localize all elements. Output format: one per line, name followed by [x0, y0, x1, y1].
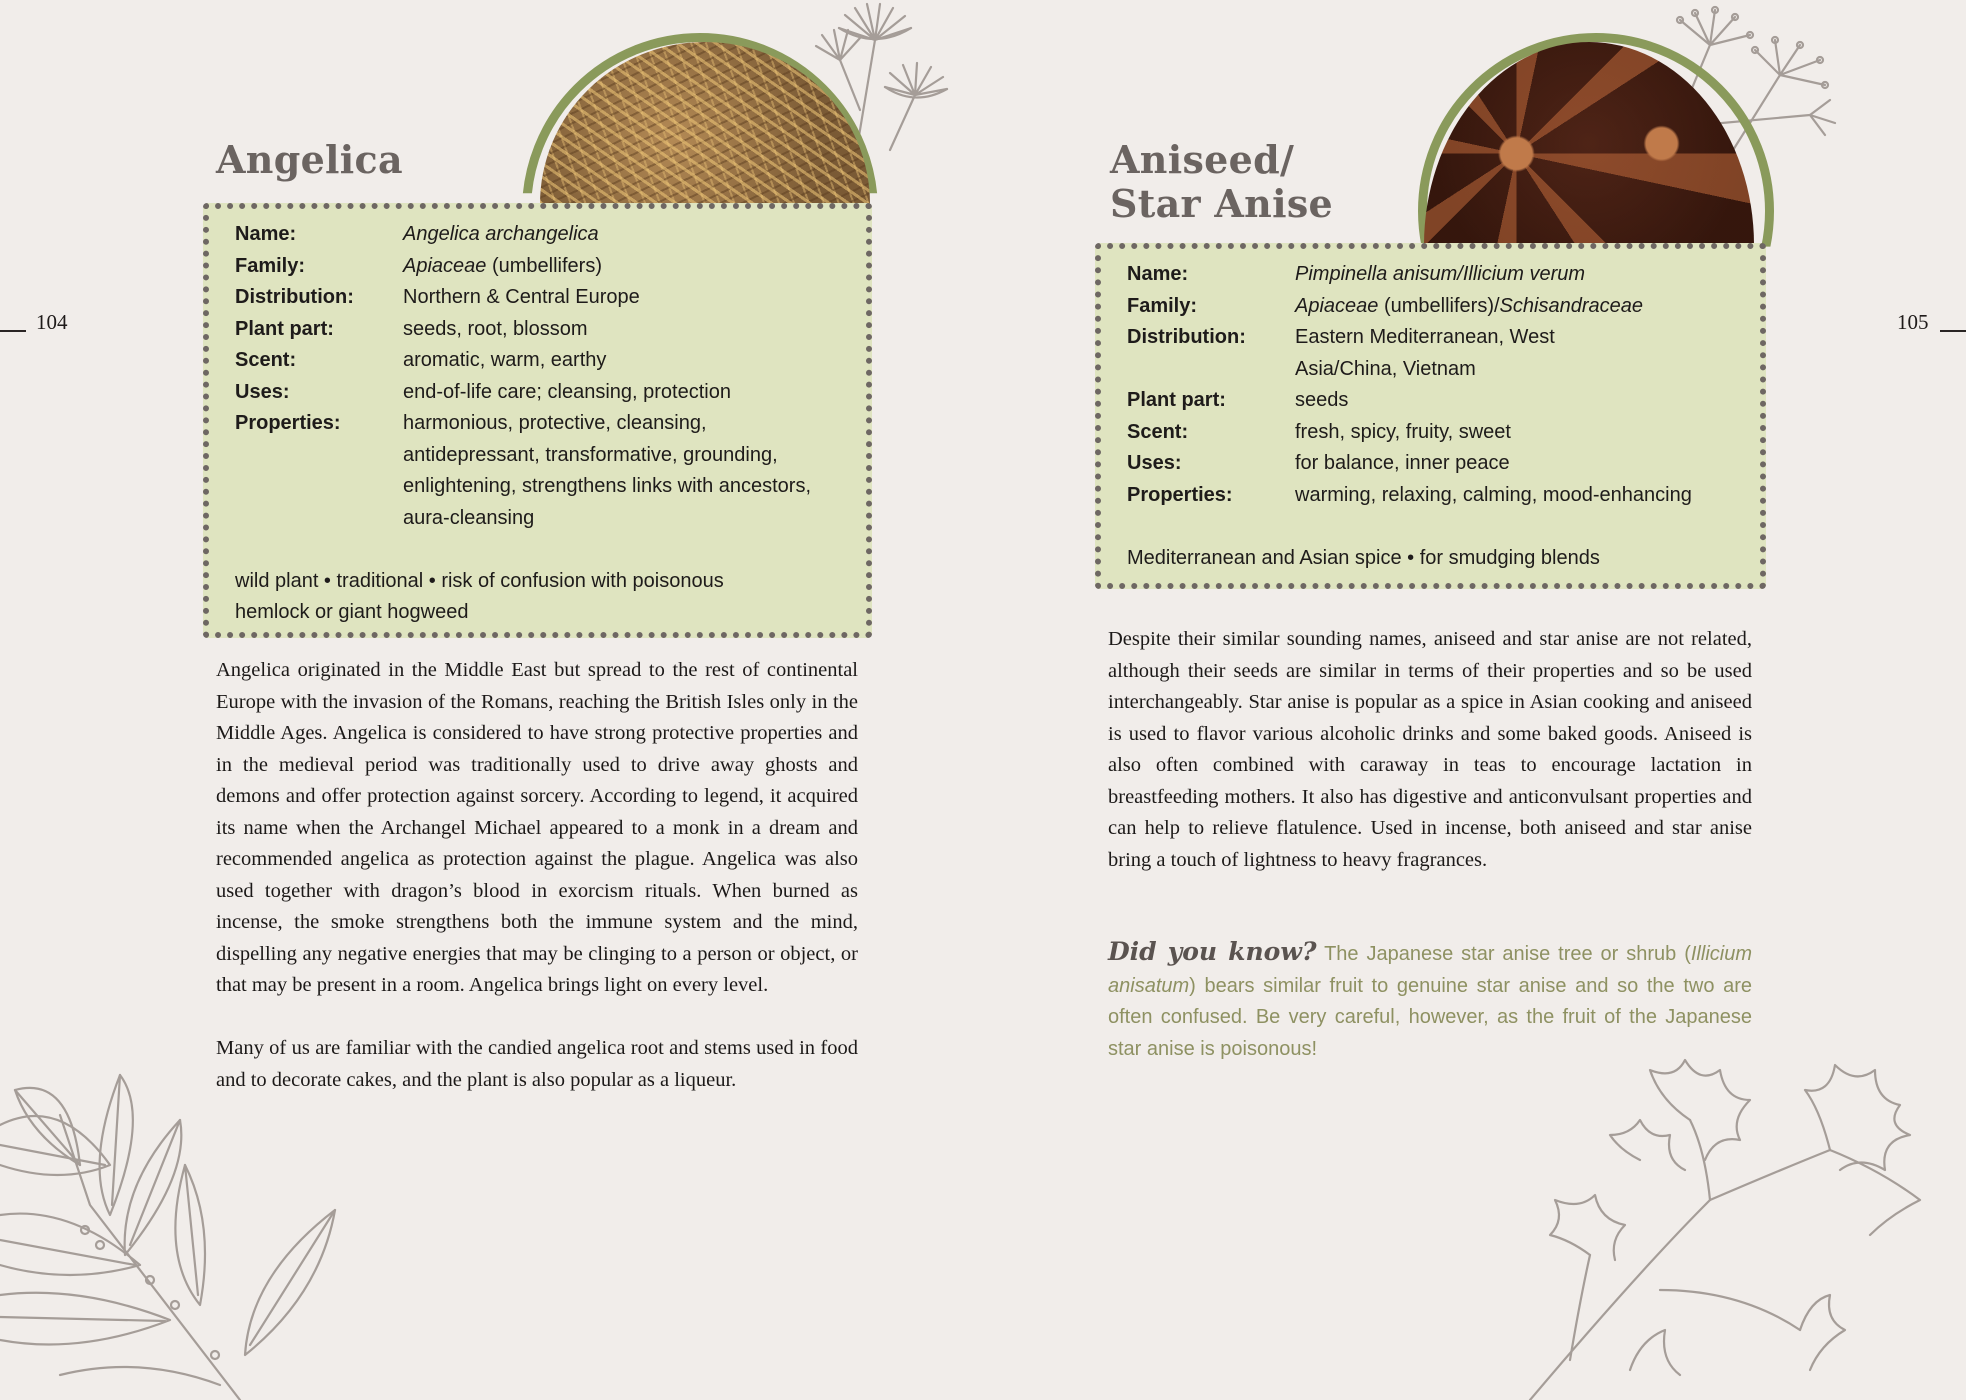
card-row-uses: Uses: end-of-life care; cleansing, protection — [235, 380, 731, 403]
card-row-distribution: Distribution: Eastern Mediterranean, West Asia/China, Vietnam — [1127, 326, 1555, 380]
article-body-aniseed — [1108, 624, 1752, 908]
paragraph: Despite their similar sounding names, aniseed and star anise are not related, although their seeds are similar in terms of their properties and so be used interchangeably. Star anise is popular as a spice in Asian cooking and aniseed is used to flavor various alcoholic drinks and some baked goods. Aniseed is also often combined with caraway in teas to encourage lactation in breastfeeding mothers. It also has digestive and anticonvulsant properties and can help to relieve flatulence. Used in incense, both aniseed and star anise bring a touch of lightness to heavy fragrances. — [1108, 628, 1752, 871]
card-footer-tags: wild plant • traditional • risk of confusion with poisonous hemlock or giant hogweed — [235, 569, 724, 623]
bay-leaf-branch-icon — [0, 1055, 360, 1400]
card-row-family: Family: Apiaceae (umbellifers)/Schisandraceae — [1127, 294, 1643, 317]
page-number-left: 104 — [36, 310, 68, 334]
card-row-uses: Uses: for balance, inner peace — [1127, 452, 1510, 474]
card-row-properties: Properties: harmonious, protective, cleansing, antidepressant, transformative, grounding, enlightening, strengthens links with ancestors, aura-cleansing — [235, 412, 812, 529]
did-you-know-callout: Did you know? The Japanese star anise tree or shrub (Illicium anisatum) bears similar fruit to genuine star anise and so the two are often confused. Be very careful, however, as the fruit of the Japanese star anise is poisonous! — [1108, 937, 1752, 1060]
page-title-aniseed: Aniseed/ Star Anise — [1110, 137, 1333, 226]
card-row-family: Family: Apiaceae (umbellifers) — [235, 254, 602, 277]
paragraph: Angelica originated in the Middle East but spread to the rest of continental Europe with the invasion of the Romans, reaching the British Isles only in the Middle Ages. Angelica is considered to have strong protective properties and in the medieval period was traditionally used to drive away ghosts and demons and offer protection against sorcery. According to legend, it acquired its name when the Archangel Michael appeared to a monk in a dream and recommended angelica as protection against the plague. Angelica was also used together with dragon’s blood in exorcism rituals. When burned as incense, the smoke strengthens both the immune system and the mind, dispelling any negative energies that may be clinging to a person or object, or that may be present in a room. Angelica brings light on every level. — [216, 659, 858, 996]
paragraph: Many of us are familiar with the candied angelica root and stems used in food and to decorate cakes, and the plant is also popular as a liqueur. — [216, 1037, 858, 1091]
card-row-distribution: Distribution: Northern & Central Europe — [235, 286, 640, 308]
did-you-know-label: Did you know? — [1108, 937, 1317, 966]
plant-profile-card-aniseed — [1095, 243, 1766, 589]
parsley-sprig-icon — [1490, 1040, 1966, 1400]
page-number-rule-left — [0, 330, 26, 332]
page-title-angelica: Angelica — [216, 137, 403, 182]
card-row-properties: Properties: warming, relaxing, calming, mood-enhancing — [1127, 483, 1692, 506]
card-row-plant-part: Plant part: seeds, root, blossom — [235, 317, 588, 340]
plant-profile-card-angelica — [203, 203, 872, 638]
page-number-rule-right — [1940, 330, 1966, 332]
card-row-scent: Scent: fresh, spicy, fruity, sweet — [1127, 420, 1511, 443]
page-number-right: 105 — [1897, 310, 1929, 334]
card-row-plant-part: Plant part: seeds — [1127, 389, 1349, 411]
card-footer-tags: Mediterranean and Asian spice • for smudging blends — [1127, 546, 1600, 569]
card-row-name: Name: Pimpinella anisum/Illicium verum — [1127, 263, 1586, 285]
card-row-name: Name: Angelica archangelica — [235, 223, 599, 245]
card-row-scent: Scent: aromatic, warm, earthy — [235, 349, 607, 371]
